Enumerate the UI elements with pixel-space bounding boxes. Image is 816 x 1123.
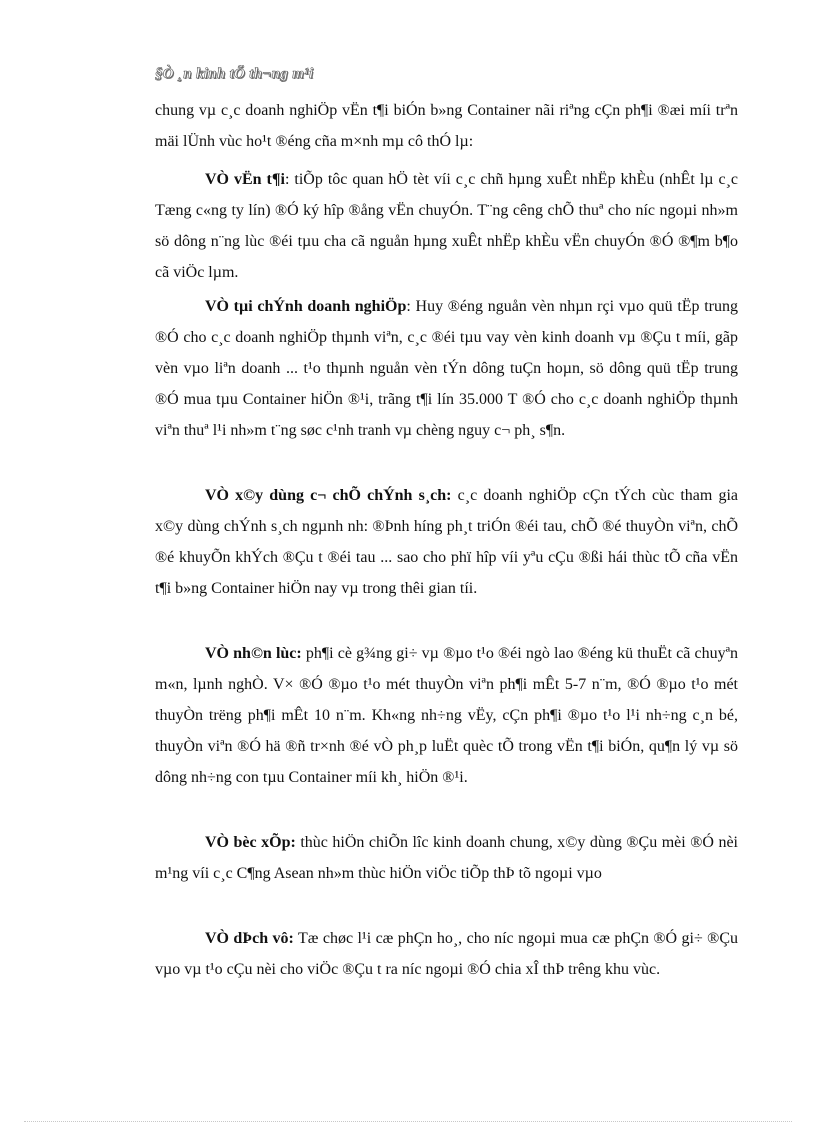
section-heading: VÒ vËn t¶i (205, 171, 285, 188)
section-human-resources (155, 638, 738, 793)
section-body: c¸c doanh nghiÖp cÇn tÝch cùc tham gia x©y dùng chÝnh s¸ch ngµnh nh: ®Þnh híng ph¸t triÓn ®éi tau, chÕ ®é thuyÒn viªn, chÕ ®é khuyÕn khÝch ®Çu t ®éi tau ... sao cho phï hîp víi yªu cÇu ®ßi hái thùc tÕ cña vËn t¶i b»ng Container hiÖn nay vµ trong thêi gian tíi. (155, 487, 739, 597)
section-loading (155, 827, 738, 889)
section-heading: VÒ bèc xÕp: (205, 834, 296, 851)
intro-paragraph: chung vµ c¸c doanh nghiÖp vËn t¶i biÓn b»ng Container nãi riªng cÇn ph¶i ®æi míi trªn mäi lÜnh vùc ho¹t ®éng cña m×nh mµ cô thÓ lµ: (155, 102, 738, 150)
section-body: Huy ®éng nguån vèn nhµn rçi vµo quü tËp trung ®Ó cho c¸c doanh nghiÖp thµnh viªn, c¸c ®éi tµu vay vèn kinh doanh vµ ®Çu t míi, gãp vèn vµo liªn doanh ... t¹o thµnh nguån vèn tÝn dông tuÇn hoµn, sö dông quü tËp trung ®Ó mua tµu Container hiÖn ®¹i, trãng t¶i lín 35.000 T ®Ó cho c¸c doanh nghiÖp thµnh viªn thuª l¹i nh»m t¨ng søc c¹nh tranh vµ chèng nguy c¬ ph¸ s¶n. (155, 298, 739, 439)
section-body: tiÕp tôc quan hÖ tèt víi c¸c chñ hµng xuÊt nhËp khÈu (nhÊt lµ c¸c Tæng c«ng ty lín) ®Ó ký hîp ®ång vËn chuyÓn. T¨ng cêng chÕ thuª cho níc ngoµi nh»m sö dông n¨ng lùc ®éi tµu cha cã nguån hµng xuÊt nhËp khÈu vËn chuyÓn ®Ó ®¶m b¶o cã viÖc lµm. (155, 171, 739, 281)
section-separator: : (406, 298, 416, 315)
section-finance (155, 291, 738, 446)
section-transport (155, 164, 738, 288)
page-bottom-border (24, 1121, 792, 1122)
section-heading: VÒ dÞch vô: (205, 930, 294, 947)
section-policy (155, 480, 738, 604)
section-separator: : (284, 171, 295, 188)
section-heading: VÒ x©y dùng c¬ chÕ chÝnh s¸ch: (205, 487, 452, 504)
section-services (155, 923, 738, 985)
section-body: ph¶i cè g¾ng gi÷ vµ ®µo t¹o ®éi ngò lao ®éng kü thuËt cã chuyªn m«n, lµnh nghÒ. V× ®Ó ®µo t¹o mét thuyÒn viªn ph¶i mÊt 5-7 n¨m, ®Ó ®µo t¹o mét thuyÒn trëng ph¶i mÊt 10 n¨m. Kh«ng nh÷ng vËy, cÇn ph¶i ®µo t¹o l¹i nh÷ng c¸n bé, thuyÒn viªn ®Ó hä ®ñ tr×nh ®é vÒ ph¸p luËt quèc tÕ trong vËn t¶i biÓn, qu¶n lý vµ sö dông nh÷ng con tµu Container míi kh¸ hiÖn ®¹i. (155, 645, 739, 786)
page-header: §Ò ¸n kinh tÕ th¬ng m¹i (155, 66, 314, 82)
section-heading: VÒ nh©n lùc: (205, 645, 302, 662)
section-heading: VÒ tµi chÝnh doanh nghiÖp (205, 298, 407, 315)
section-body: thùc hiÖn chiÕn lîc kinh doanh chung, x©y dùng ®Çu mèi ®Ó nèi m¹ng víi c¸c C¶ng Asean nh»m thùc hiÖn viÖc tiÕp thÞ tõ ngoµi vµo (155, 834, 739, 882)
section-body: Tæ chøc l¹i cæ phÇn ho¸, cho níc ngoµi mua cæ phÇn ®Ó gi÷ ®Çu vµo vµ t¹o cÇu nèi cho viÖc ®Çu t ra níc ngoµi ®Ó chia xÎ thÞ trêng khu vùc. (155, 930, 739, 978)
